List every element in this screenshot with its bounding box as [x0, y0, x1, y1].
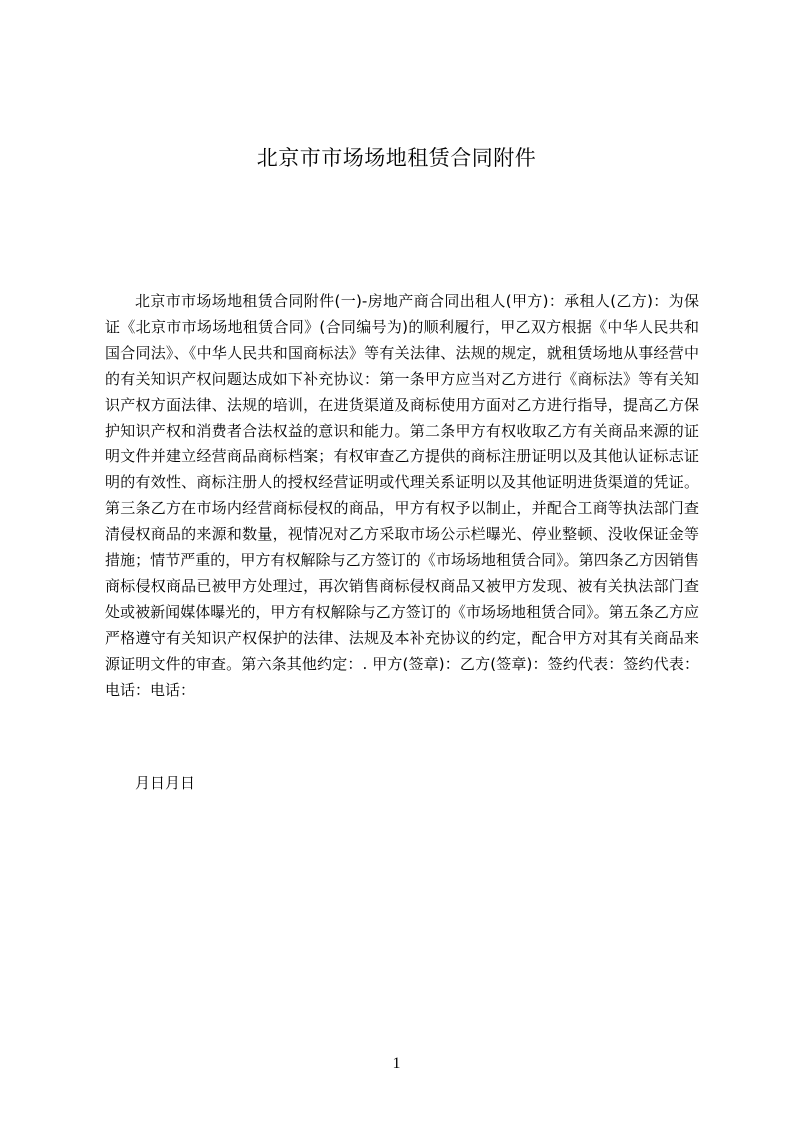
date-line: 月日月日 [135, 774, 196, 792]
page-number: 1 [392, 1055, 401, 1072]
document-title: 北京市市场场地租赁合同附件 [256, 146, 537, 170]
document-body-paragraph: 北京市市场场地租赁合同附件(一)-房地产商合同出租人(甲方)：承租人(乙方)：为保证《北京市市场场地租赁合同》(合同编号为)的顺利履行，甲乙双方根据《中华人民共和国合同法》、《中华人民共和国商标法》等有关法律、法规的规定，就租赁场地从事经营中的有关知识产权问题达成如下补充协议：第一条甲方应当对乙方进行《商标法》等有关知识产权方面法律、法规的培训，在进货渠道及商标使用方面对乙方进行指导，提高乙方保护知识产权和消费者合法权益的意识和能力。第二条甲方有权收取乙方有关商品来源的证明文件并建立经营商品商标档案；有权审查乙方提供的商标注册证明以及其他认证标志证明的有效性、商标注册人的授权经营证明或代理关系证明以及其他证明进货渠道的凭证。第三条乙方在市场内经营商标侵权的商品，甲方有权予以制止，并配合工商等执法部门查清侵权商品的来源和数量，视情况对乙方采取市场公示栏曝光、停业整顿、没收保证金等措施；情节严重的，甲方有权解除与乙方签订的《市场场地租赁合同》。第四条乙方因销售商标侵权商品已被甲方处理过，再次销售商标侵权商品又被甲方发现、被有关执法部门查处或被新闻媒体曝光的，甲方有权解除与乙方签订的《市场场地租赁合同》。第五条乙方应严格遵守有关知识产权保护的法律、法规及本补充协议的约定，配合甲方对其有关商品来源证明文件的审查。第六条其他约定：. 甲方(签章)：乙方(签章)：签约代表：签约代表：电话：电话： [105, 292, 699, 699]
